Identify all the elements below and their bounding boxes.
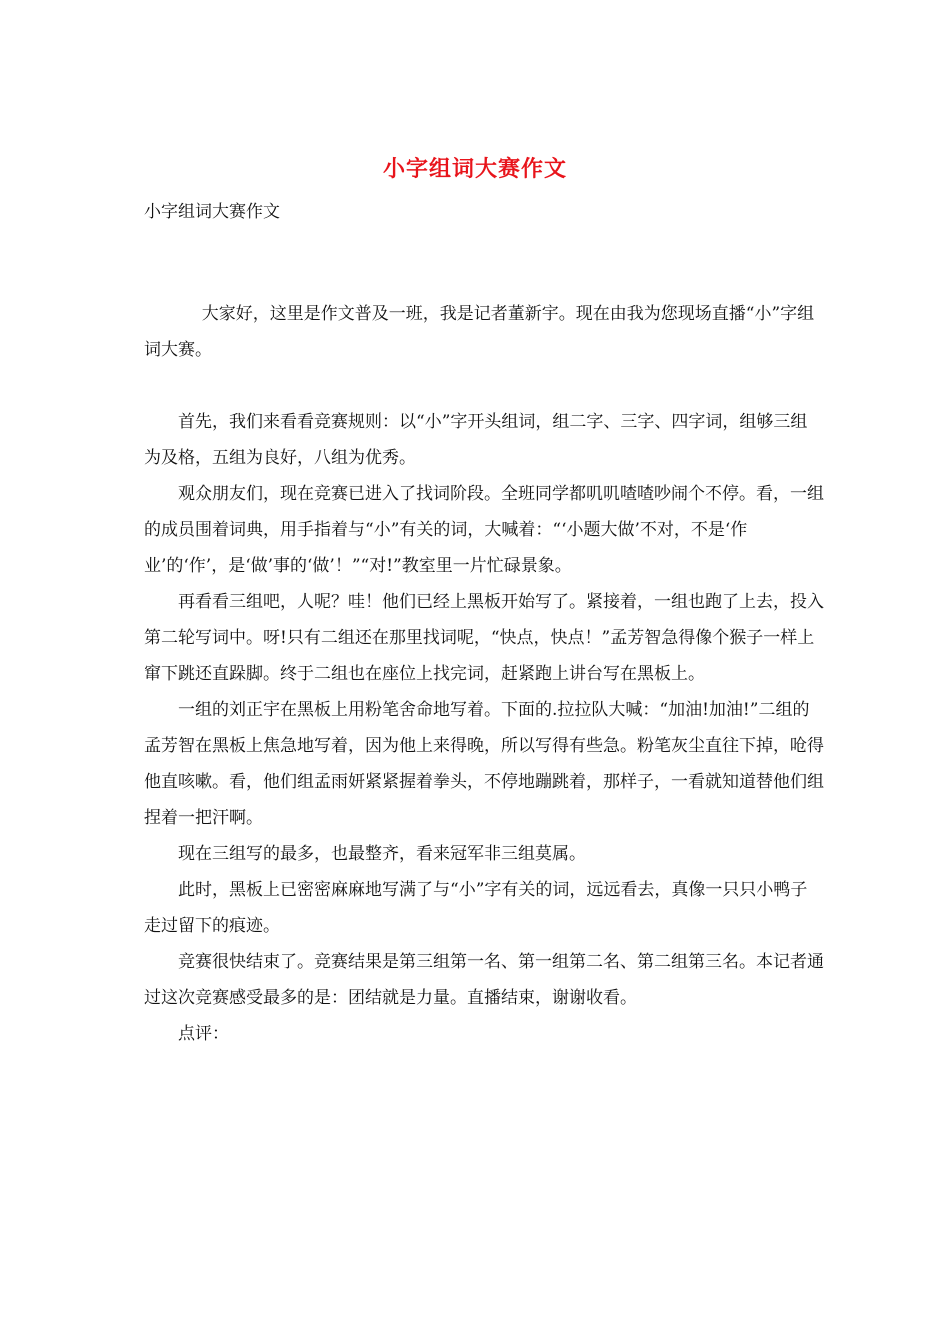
paragraph-result: 竞赛很快结束了。竞赛结果是第三组第一名、第一组第二名、第二组第三名。本记者通过这次竞赛感受最多的是：团结就是力量。直播结束，谢谢收看。 [144,952,824,1008]
paragraph-block-1 [144,296,824,368]
paragraph-block-2 [144,404,824,1052]
document-subtitle: 小字组词大赛作文 [144,202,280,222]
paragraph-intro: 大家好，这里是作文普及一班，我是记者董新宇。现在由我为您现场直播“小”字组词大赛。 [144,304,815,360]
document-title: 小字组词大赛作文 [382,156,567,182]
paragraph-search: 观众朋友们，现在竞赛已进入了找词阶段。全班同学都叽叽喳喳吵闹个不停。看，一组的成员围着词典，用手指着与“小”有关的词，大喊着：“‘小题大做’不对，不是‘作业’的‘作’，是‘做’事的‘做’！”“对!”教室里一片忙碌景象。 [144,484,824,576]
paragraph-comment: 点评： [178,1024,229,1044]
paragraph-rules: 首先，我们来看看竞赛规则：以“小”字开头组词，组二字、三字、四字词，组够三组为及格，五组为良好，八组为优秀。 [144,412,808,468]
paragraph-writing: 一组的刘正宇在黑板上用粉笔舍命地写着。下面的.拉拉队大喊：“加油!加油!”二组的孟芳智在黑板上焦急地写着，因为他上来得晚，所以写得有些急。粉笔灰尘直往下掉，呛得他直咳嗽。看，他们组孟雨妍紧紧握着拳头，不停地蹦跳着，那样子，一看就知道替他们组捏着一把汗啊。 [144,700,824,828]
paragraph-group-three: 再看看三组吧，人呢？哇！他们已经上黑板开始写了。紧接着，一组也跑了上去，投入第二轮写词中。呀!只有二组还在那里找词呢，“快点，快点！”孟芳智急得像个猴子一样上窜下跳还直跺脚。终于二组也在座位上找完词，赶紧跑上讲台写在黑板上。 [144,592,824,684]
paragraph-blackboard: 此时，黑板上已密密麻麻地写满了与“小”字有关的词，远远看去，真像一只只小鸭子走过留下的痕迹。 [144,880,808,936]
paragraph-leader: 现在三组写的最多，也最整齐，看来冠军非三组莫属。 [178,844,586,864]
